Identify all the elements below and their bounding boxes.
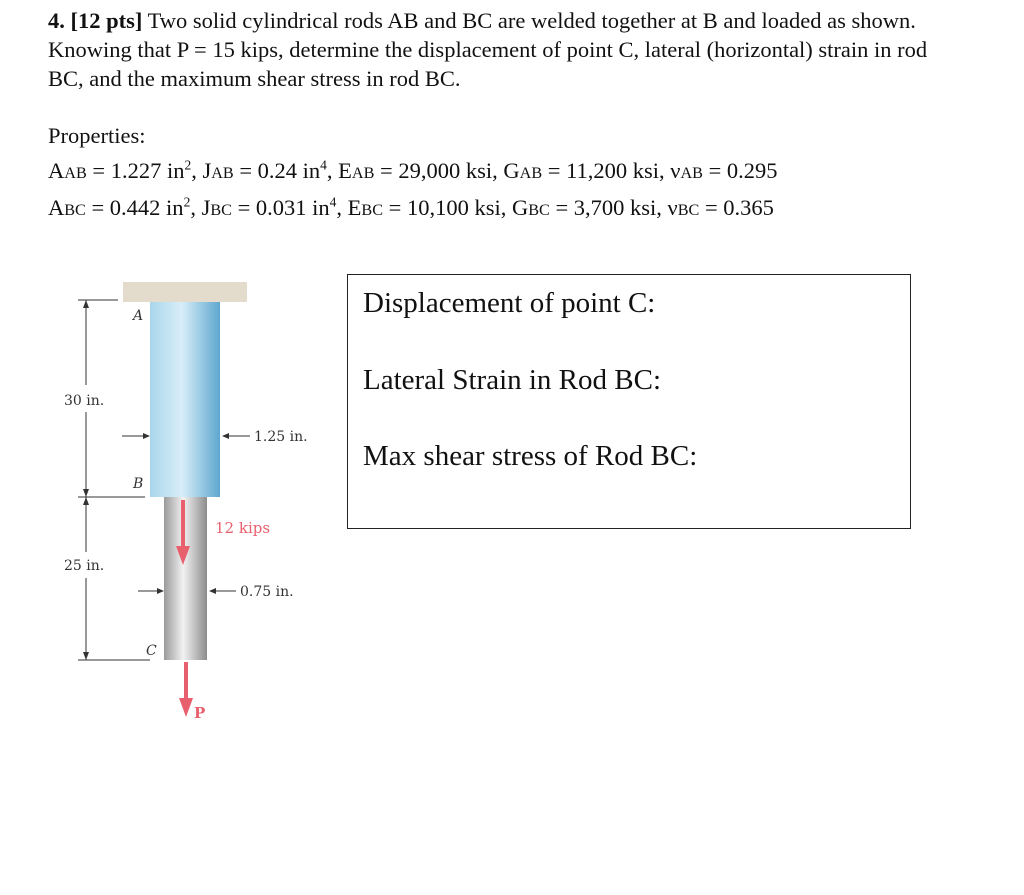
property-subscript: BC	[677, 201, 700, 219]
property-separator: ,	[656, 195, 668, 220]
property-value: = 1.227 in	[86, 157, 185, 183]
property-subscript: BC	[528, 201, 550, 219]
property-value: = 0.365	[699, 195, 774, 220]
properties-block	[48, 121, 968, 225]
properties-row-bc	[48, 188, 968, 226]
property-symbol: G	[503, 157, 520, 183]
property-value: = 0.031 in	[231, 195, 330, 220]
lateral-strain-prompt: Lateral Strain in Rod BC:	[363, 364, 662, 396]
max-shear-prompt: Max shear stress of Rod BC:	[363, 440, 698, 472]
problem-text: Two solid cylindrical rods AB and BC are welded together at B and loaded as shown. Knowing that P = 15 kips, determine the displacement of point C, lateral (horizontal) strain in rod BC, and the maximum shear stress in rod BC.	[48, 8, 928, 91]
dim-bc-diameter: 0.75 in.	[240, 584, 294, 600]
property-symbol: G	[511, 195, 529, 220]
property-separator: ,	[190, 195, 202, 220]
property-exponent: 4	[320, 157, 327, 172]
property-item	[48, 158, 202, 183]
property-value: = 29,000 ksi	[374, 157, 493, 183]
property-exponent: 2	[184, 157, 192, 172]
answer-box	[347, 274, 911, 529]
displacement-prompt: Displacement of point C:	[363, 287, 656, 319]
load-p-label: P	[194, 704, 206, 722]
properties-heading: Properties:	[48, 123, 146, 148]
property-symbol: ν	[667, 195, 678, 220]
dim-bc-length: 25 in.	[64, 558, 105, 574]
property-item	[348, 195, 512, 220]
properties-row-ab	[48, 150, 968, 188]
property-item	[202, 158, 338, 183]
property-symbol: A	[48, 157, 65, 183]
property-value: = 3,700 ksi	[549, 195, 657, 220]
property-symbol: E	[338, 157, 352, 183]
property-separator: ,	[326, 157, 339, 183]
problem-statement	[48, 6, 948, 93]
property-separator: ,	[191, 157, 203, 183]
point-a-label: A	[133, 308, 144, 324]
property-subscript: AB	[351, 163, 375, 182]
property-symbol: J	[202, 157, 212, 183]
problem-number: 4. [12 pts]	[48, 8, 143, 33]
property-item	[338, 158, 503, 183]
property-exponent: 4	[329, 194, 337, 210]
point-b-label: B	[133, 476, 144, 492]
property-subscript: AB	[519, 163, 543, 182]
property-item	[48, 195, 202, 220]
dim-ab-diameter: 1.25 in.	[254, 429, 308, 445]
property-value: = 10,100 ksi	[383, 195, 501, 220]
property-value: = 0.24 in	[233, 157, 321, 183]
load-12-kips-label: 12 kips	[215, 519, 271, 537]
property-subscript: BC	[210, 201, 232, 219]
property-value: = 0.442 in	[85, 195, 184, 220]
property-symbol: ν	[670, 157, 681, 183]
load-arrow-p	[179, 662, 193, 717]
property-separator: ,	[659, 157, 671, 183]
property-separator: ,	[336, 195, 348, 220]
property-subscript: AB	[680, 163, 703, 182]
property-separator: ,	[500, 195, 512, 220]
fixed-support	[123, 282, 247, 302]
property-symbol: J	[201, 195, 211, 220]
property-subscript: AB	[64, 163, 87, 182]
property-symbol: A	[48, 195, 65, 220]
property-item	[503, 158, 670, 183]
property-subscript: BC	[361, 201, 383, 219]
property-subscript: AB	[211, 163, 234, 182]
property-separator: ,	[492, 157, 504, 183]
rod-diagram	[0, 270, 340, 730]
property-value: = 0.295	[702, 157, 778, 183]
point-c-label: C	[146, 643, 157, 659]
property-item	[202, 195, 348, 220]
property-item	[668, 195, 774, 220]
property-symbol: E	[347, 195, 362, 220]
rod-bc	[164, 497, 207, 660]
dim-ab-length: 30 in.	[64, 393, 105, 409]
property-exponent: 2	[183, 194, 191, 210]
property-item	[670, 158, 777, 183]
property-subscript: BC	[64, 201, 86, 219]
rod-ab	[150, 302, 220, 497]
property-value: = 11,200 ksi	[542, 157, 659, 183]
property-item	[512, 195, 668, 220]
